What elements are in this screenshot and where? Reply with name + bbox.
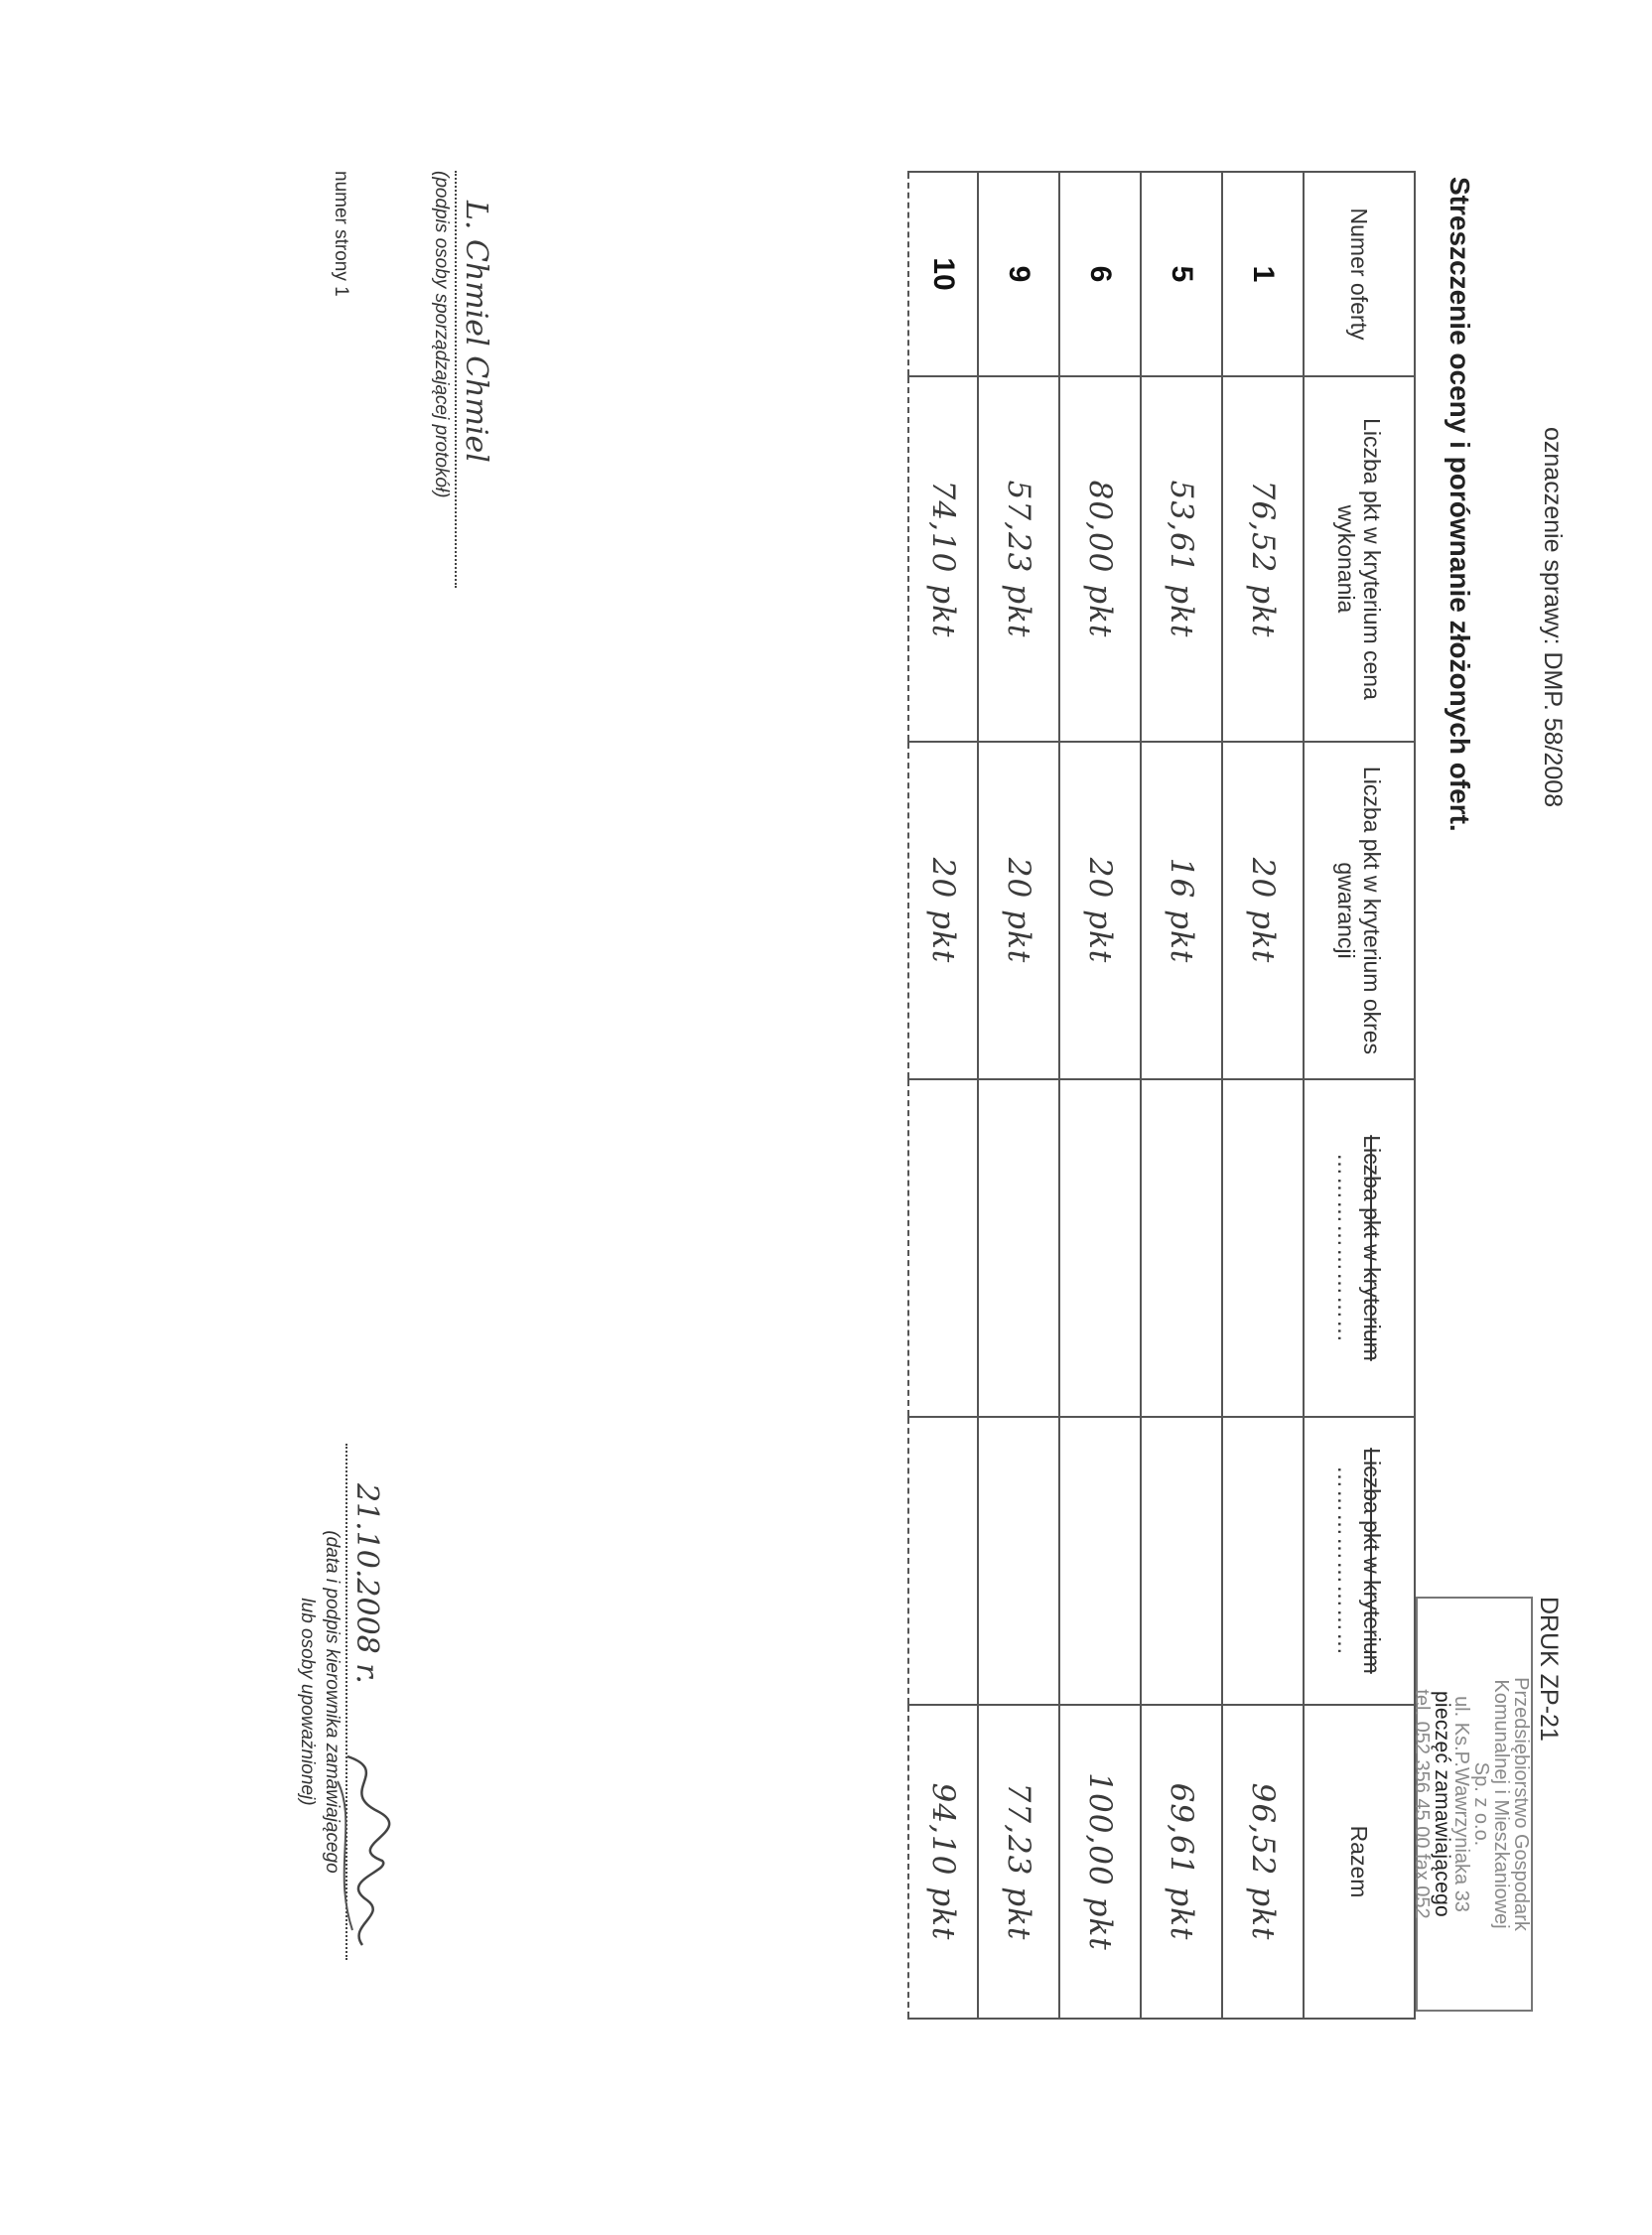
approval-signature-block	[296, 1444, 391, 1960]
column-header-offer-number: Numer oferty	[1304, 172, 1415, 376]
approval-caption-line-1: (data i podpis kierownika zamawiającego	[322, 1530, 343, 1874]
form-id: DRUK ZP-21	[1535, 1597, 1563, 1742]
empty-cell	[1141, 1417, 1222, 1705]
empty-cell	[1059, 1417, 1141, 1705]
preparer-signature-block	[430, 171, 500, 588]
offer-number: 6	[1059, 172, 1141, 376]
company-stamp	[1411, 1597, 1533, 2012]
approval-date-handwritten: 21.10.2008 r.	[349, 1483, 384, 1684]
table-row	[1059, 172, 1141, 2019]
stamp-line: ul. Ks.P.Wawrzyniaka 33	[1450, 1696, 1472, 1912]
signature-line	[345, 1444, 391, 1960]
column-header-price-points: Liczba pkt w kryterium cena wykonania	[1304, 376, 1415, 742]
offer-number: 5	[1141, 172, 1222, 376]
price-points: 74,10 pkt	[908, 376, 978, 742]
preparer-signature-caption: (podpis osoby sporządzającej protokół)	[431, 171, 452, 498]
warranty-points: 20 pkt	[1222, 742, 1304, 1079]
stamp-caption: pieczęć zamawiającego	[1431, 1690, 1453, 1918]
approval-signature-scribble	[328, 1751, 397, 1950]
preparer-signature: L. Chmiel Chmiel	[459, 201, 493, 463]
case-reference: oznaczenie sprawy: DMP. 58/2008	[1539, 427, 1567, 808]
total-points: 77,23 pkt	[978, 1705, 1059, 2019]
total-points: 96,52 pkt	[1222, 1705, 1304, 2019]
stamp-line: Komunalnej i Mieszkaniowej	[1490, 1679, 1512, 1929]
stamp-line: tel. 052 356 45 00 fax 052	[1411, 1689, 1433, 1919]
signature-line	[455, 171, 500, 588]
total-points: 69,61 pkt	[1141, 1705, 1222, 2019]
offer-number: 1	[1222, 172, 1304, 376]
table-row	[978, 172, 1059, 2019]
warranty-points: 16 pkt	[1141, 742, 1222, 1079]
table-row	[1222, 172, 1304, 2019]
price-points: 76,52 pkt	[1222, 376, 1304, 742]
column-header-warranty-points: Liczba pkt w kryterium okres gwarancji	[1304, 742, 1415, 1079]
page-number: numer strony 1	[331, 171, 351, 297]
criterion-placeholder: ……………………	[1333, 1466, 1359, 1656]
empty-cell	[1222, 1079, 1304, 1417]
column-header-extra-criterion-1	[1304, 1079, 1415, 1417]
total-points: 94,10 pkt	[908, 1705, 978, 2019]
empty-cell	[978, 1417, 1059, 1705]
table-row	[908, 172, 978, 2019]
empty-cell	[1141, 1079, 1222, 1417]
empty-cell	[978, 1079, 1059, 1417]
table-header-row	[1304, 172, 1415, 2019]
empty-cell	[908, 1417, 978, 1705]
column-header-extra-criterion-2	[1304, 1417, 1415, 1705]
warranty-points: 20 pkt	[1059, 742, 1141, 1079]
price-points: 80,00 pkt	[1059, 376, 1141, 742]
offer-number: 10	[908, 172, 978, 376]
approval-caption-line-2: lub osoby upoważnionej)	[297, 1598, 318, 1806]
price-points: 57,23 pkt	[978, 376, 1059, 742]
empty-cell	[1222, 1417, 1304, 1705]
warranty-points: 20 pkt	[978, 742, 1059, 1079]
price-points: 53,61 pkt	[1141, 376, 1222, 742]
total-points: 100,00 pkt	[1059, 1705, 1141, 2019]
criterion-placeholder: ……………………	[1333, 1153, 1359, 1343]
table-row	[1141, 172, 1222, 2019]
stamp-line: Sp. z o.o.	[1470, 1761, 1492, 1847]
offer-comparison-table	[907, 171, 1416, 2020]
document-title: Streszczenie oceny i porównanie złożonych ofert.	[1445, 177, 1475, 832]
empty-cell	[908, 1079, 978, 1417]
empty-cell	[1059, 1079, 1141, 1417]
offer-number: 9	[978, 172, 1059, 376]
struck-header-text: Liczba pkt w kryterium	[1359, 1448, 1385, 1674]
column-header-total: Razem	[1304, 1705, 1415, 2019]
stamp-line: Przedsiębiorstwo Gospodark	[1510, 1677, 1532, 1931]
warranty-points: 20 pkt	[908, 742, 978, 1079]
struck-header-text: Liczba pkt w kryterium	[1359, 1135, 1385, 1361]
